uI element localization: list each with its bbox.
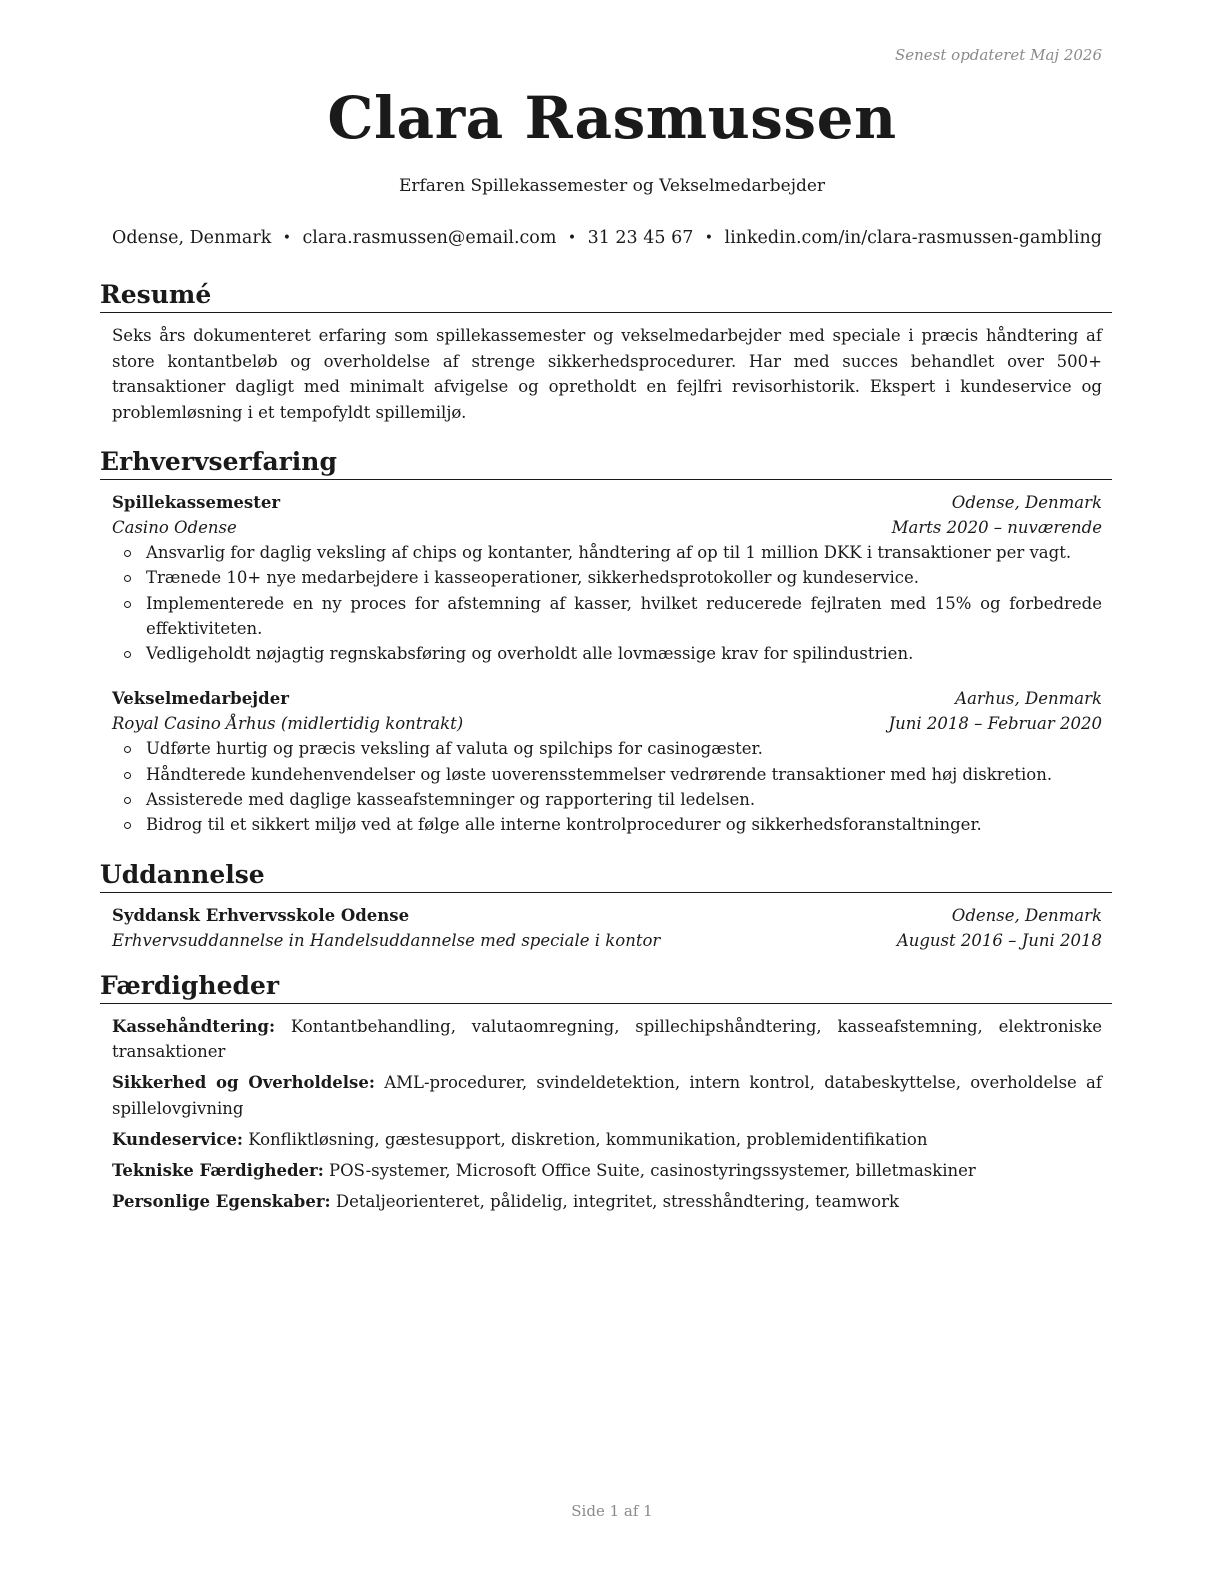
job-bullets (112, 736, 1102, 837)
candidate-name: Clara Rasmussen (327, 84, 897, 152)
skill-value: Kontantbehandling, valutaomregning, spillechipshåndtering, kasseafstemning, elektroniske transaktioner (112, 1016, 1102, 1061)
job-subheader (112, 515, 1102, 540)
job-bullet: Trænede 10+ nye medarbejdere i kasseoperationer, sikkerhedsprotokoller og kundeservice. (146, 565, 1102, 590)
skill-row (112, 1070, 1102, 1121)
job-bullet: Assisterede med daglige kasseafstemninger og rapportering til ledelsen. (146, 787, 1102, 812)
job-dates: Marts 2020 – nuværende (891, 518, 1102, 537)
job-bullet: Bidrog til et sikkert miljø ved at følge alle interne kontrolprocedurer og sikkerhedsforanstaltninger. (146, 812, 1102, 837)
skill-row (112, 1127, 1102, 1152)
education-header (112, 903, 1102, 928)
education-school: Syddansk Erhvervsskole Odense (112, 905, 410, 925)
education-degree: Erhvervsuddannelse in Handelsuddannelse med speciale i kontor (112, 930, 661, 950)
job-header (112, 490, 1102, 515)
contact-phone: 31 23 45 67 (587, 228, 694, 248)
skill-label: Tekniske Færdigheder: (112, 1161, 324, 1181)
job-role: Vekselmedarbejder (112, 689, 289, 709)
job-bullet: Håndterede kundehenvendelser og løste uoverensstemmelser vedrørende transaktioner med høj diskretion. (146, 762, 1102, 787)
last-updated: Senest opdateret Maj 2026 (894, 46, 1102, 64)
education-location: Odense, Denmark (951, 905, 1102, 925)
skill-label: Kundeservice: (112, 1129, 243, 1149)
skill-label: Personlige Egenskaber: (112, 1192, 331, 1212)
job-location: Aarhus, Denmark (955, 689, 1102, 709)
contact-linkedin[interactable]: linkedin.com/in/clara-rasmussen-gambling (724, 228, 1102, 248)
skill-row (112, 1189, 1102, 1214)
job-subheader (112, 711, 1102, 736)
separator-dot: • (282, 230, 291, 246)
skill-row (112, 1158, 1102, 1183)
skill-row (112, 1014, 1102, 1065)
resume-content (100, 278, 1112, 1221)
job-company: Casino Odense (112, 518, 237, 537)
skill-value: Konfliktløsning, gæstesupport, diskretion, kommunikation, problemidentifikation (248, 1129, 928, 1149)
job-bullet: Udførte hurtig og præcis veksling af valuta og spilchips for casinogæster. (146, 736, 1102, 761)
job-location: Odense, Denmark (951, 493, 1102, 512)
section-title-education: Uddannelse (100, 858, 1112, 893)
section-title-summary: Resumé (100, 278, 1112, 313)
contact-location: Odense, Denmark (112, 228, 272, 248)
job-entry (100, 686, 1112, 837)
job-bullets (112, 540, 1102, 666)
section-title-experience: Erhvervserfaring (100, 445, 1112, 480)
separator-dot: • (704, 230, 714, 246)
contact-line (112, 228, 1102, 248)
job-bullet: Implementerede en ny proces for afstemning af kasser, hvilket reducerede fejlraten med 15% og forbedrede effektiviteten. (146, 591, 1102, 642)
separator-dot: • (567, 230, 577, 246)
education-dates: August 2016 – Juni 2018 (896, 930, 1102, 950)
job-header (112, 686, 1102, 711)
skill-label: Sikkerhed og Overholdelse: (112, 1073, 375, 1093)
job-dates: Juni 2018 – Februar 2020 (888, 714, 1102, 734)
skills-list (100, 1014, 1112, 1215)
job-entry (100, 490, 1112, 666)
section-title-skills: Færdigheder (100, 969, 1112, 1004)
job-bullet: Ansvarlig for daglig veksling af chips og kontanter, håndtering af op til 1 million DKK i transaktioner per vagt. (146, 540, 1102, 565)
job-bullet: Vedligeholdt nøjagtig regnskabsføring og overholdt alle lovmæssige krav for spilindustrien. (146, 641, 1102, 666)
education-entry (100, 903, 1112, 953)
summary-text: Seks års dokumenteret erfaring som spillekassemester og vekselmedarbejder med speciale i præcis håndtering af store kontantbeløb og overholdelse af strenge sikkerhedsprocedurer. Har med succes behandlet over 500+ transaktioner dagligt med minimalt afvigelse og opretholdt en fejlfri revisorhistorik. Ekspert i kundeservice og problemløsning i et tempofyldt spillemiljø. (112, 326, 1102, 422)
job-company: Royal Casino Århus (midlertidig kontrakt) (112, 714, 464, 734)
candidate-title: Erfaren Spillekassemester og Vekselmedarbejder (398, 176, 826, 196)
page-number: Side 1 af 1 (571, 1502, 653, 1520)
skill-value: AML-procedurer, svindeldetektion, intern kontrol, databeskyttelse, overholdelse af spillelovgivning (112, 1073, 1103, 1118)
contact-email[interactable]: clara.rasmussen@email.com (302, 228, 557, 248)
education-subheader (112, 928, 1102, 953)
job-role: Spillekassemester (112, 493, 281, 512)
skill-label: Kassehåndtering: (112, 1016, 276, 1036)
skill-value: Detaljeorienteret, pålidelig, integritet, stresshåndtering, teamwork (335, 1192, 899, 1212)
skill-value: POS-systemer, Microsoft Office Suite, casinostyringssystemer, billetmaskiner (329, 1161, 976, 1181)
